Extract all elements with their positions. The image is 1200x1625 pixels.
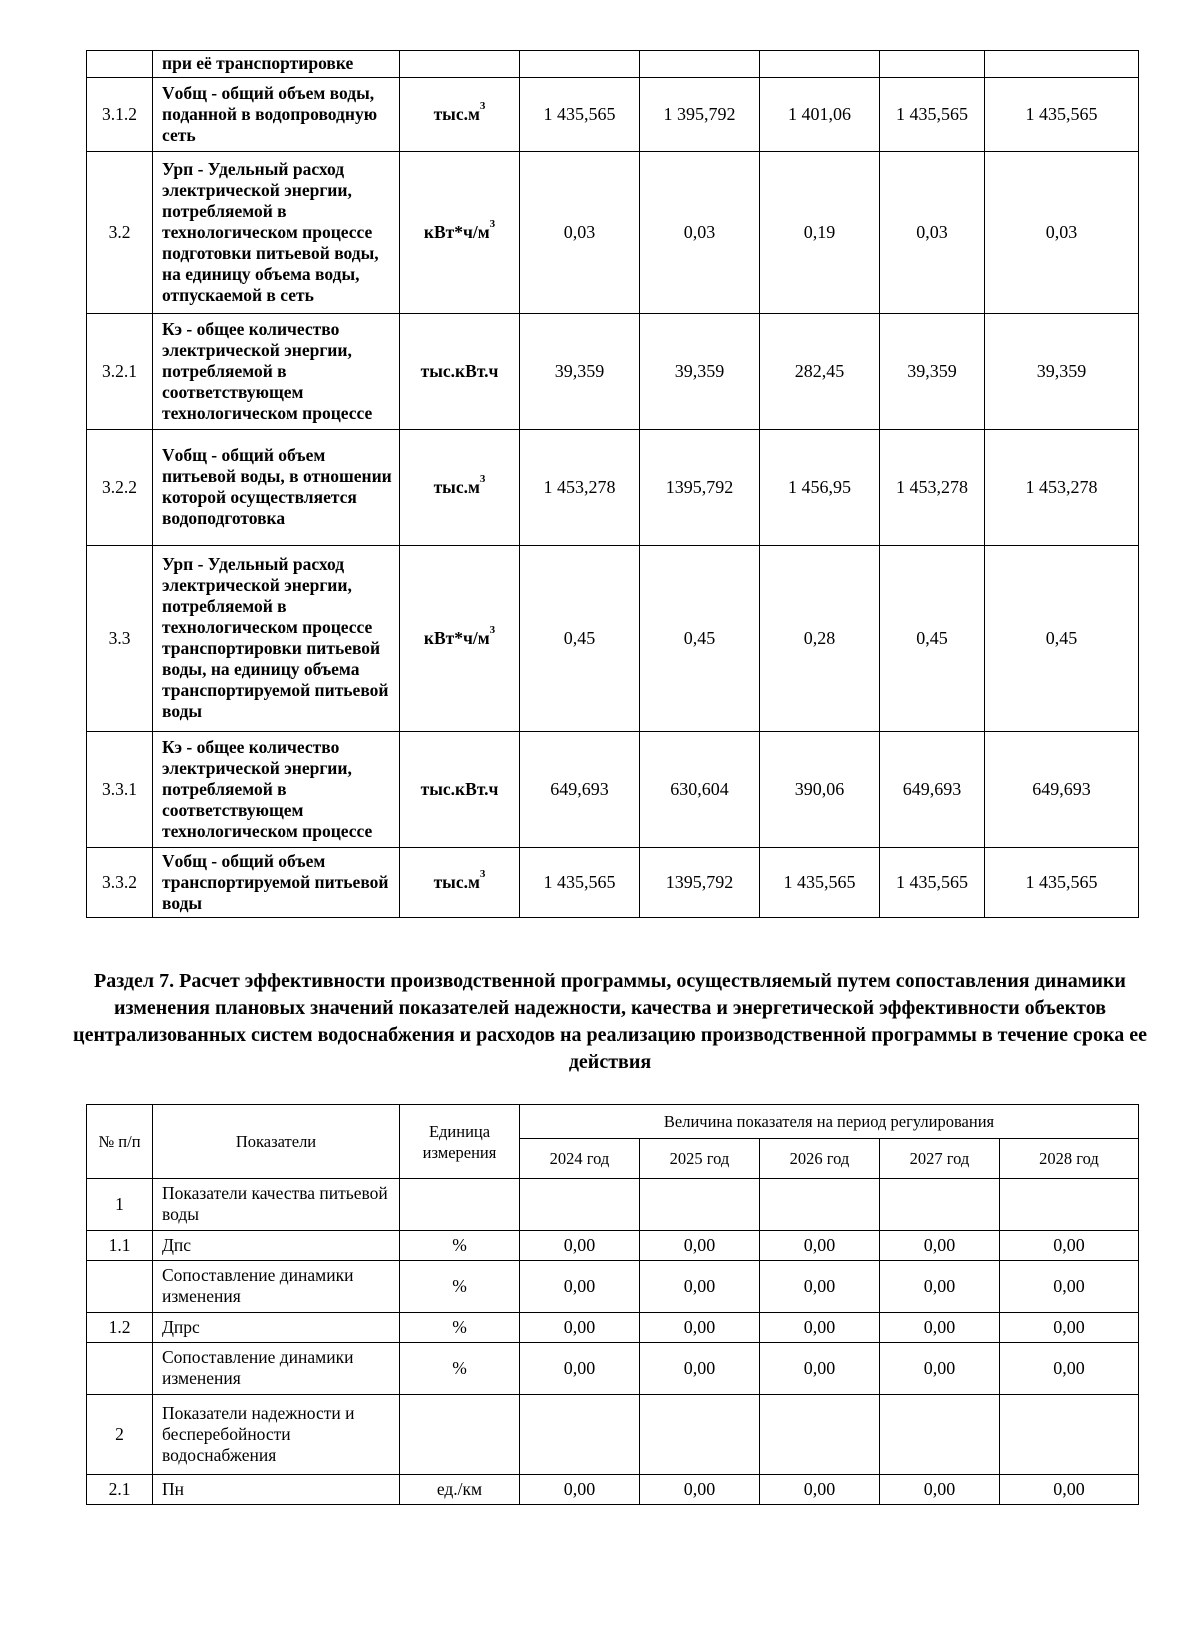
value-cell: 649,693 xyxy=(985,732,1139,848)
indicator-name: Урп - Удельный расход электрической энергии, потребляемой в технологическом процессе транспортировки питьевой воды, на единицу объема транспортируемой питьевой воды xyxy=(153,546,400,732)
table-row xyxy=(87,1179,1139,1231)
value-cell: 1 453,278 xyxy=(520,430,640,546)
value-cell: 0,00 xyxy=(640,1343,760,1395)
indicator-name: Кэ - общее количество электрической энергии, потребляемой в соответствующем технологическом процессе xyxy=(153,732,400,848)
value-cell: 1 435,565 xyxy=(985,848,1139,918)
table-row xyxy=(87,546,1139,732)
unit-text: кВт*ч/м xyxy=(423,628,490,648)
table-row xyxy=(87,1475,1139,1505)
unit-cell xyxy=(400,51,520,78)
table-row xyxy=(87,51,1139,78)
value-cell: 1 435,565 xyxy=(760,848,880,918)
value-cell xyxy=(880,1179,1000,1231)
row-number: 3.2.2 xyxy=(87,430,153,546)
row-number: 1.2 xyxy=(87,1313,153,1343)
value-cell xyxy=(520,51,640,78)
value-cell: 39,359 xyxy=(520,314,640,430)
row-number: 2.1 xyxy=(87,1475,153,1505)
value-cell: 0,00 xyxy=(880,1475,1000,1505)
table-row xyxy=(87,732,1139,848)
unit-cell: ед./км xyxy=(400,1475,520,1505)
value-cell: 39,359 xyxy=(640,314,760,430)
value-cell xyxy=(520,1395,640,1475)
unit-text: тыс.м xyxy=(433,872,480,892)
header-year: 2027 год xyxy=(880,1139,1000,1179)
indicator-name: Vобщ - общий объем транспортируемой питьевой воды xyxy=(153,848,400,918)
value-cell: 1 435,565 xyxy=(880,848,985,918)
value-cell: 0,03 xyxy=(985,152,1139,314)
value-cell: 1 435,565 xyxy=(880,78,985,152)
value-cell: 0,45 xyxy=(640,546,760,732)
unit-superscript: 3 xyxy=(479,473,486,485)
value-cell: 0,19 xyxy=(760,152,880,314)
value-cell: 0,00 xyxy=(640,1231,760,1261)
value-cell: 1 395,792 xyxy=(640,78,760,152)
value-cell: 0,45 xyxy=(520,546,640,732)
value-cell: 0,00 xyxy=(640,1261,760,1313)
table-row xyxy=(87,78,1139,152)
value-cell: 1 435,565 xyxy=(985,78,1139,152)
value-cell: 0,00 xyxy=(880,1261,1000,1313)
table-row xyxy=(87,1261,1139,1313)
energy-efficiency-table xyxy=(86,50,1139,918)
value-cell xyxy=(880,1395,1000,1475)
unit-text: тыс.м xyxy=(433,104,480,124)
value-cell: 282,45 xyxy=(760,314,880,430)
row-number: 3.3.1 xyxy=(87,732,153,848)
header-year: 2028 год xyxy=(1000,1139,1139,1179)
value-cell: 1 401,06 xyxy=(760,78,880,152)
table-row xyxy=(87,1343,1139,1395)
value-cell: 0,00 xyxy=(880,1231,1000,1261)
value-cell xyxy=(640,1179,760,1231)
indicator-name: Дпрс xyxy=(153,1313,400,1343)
table-row xyxy=(87,152,1139,314)
value-cell xyxy=(880,51,985,78)
unit-cell xyxy=(400,78,520,152)
value-cell: 0,00 xyxy=(1000,1261,1139,1313)
row-number: 3.3 xyxy=(87,546,153,732)
value-cell: 0,00 xyxy=(1000,1231,1139,1261)
value-cell: 390,06 xyxy=(760,732,880,848)
indicator-name: Сопоставление динамики изменения xyxy=(153,1261,400,1313)
unit-cell: % xyxy=(400,1231,520,1261)
value-cell xyxy=(760,1395,880,1475)
table-row xyxy=(87,314,1139,430)
indicator-name: Кэ - общее количество электрической энергии, потребляемой в соответствующем технологическом процессе xyxy=(153,314,400,430)
value-cell: 0,00 xyxy=(520,1231,640,1261)
header-period: Величина показателя на период регулирования xyxy=(520,1105,1139,1139)
value-cell: 0,00 xyxy=(520,1261,640,1313)
value-cell: 630,604 xyxy=(640,732,760,848)
row-number: 1 xyxy=(87,1179,153,1231)
row-number: 2 xyxy=(87,1395,153,1475)
indicator-name: Показатели надежности и бесперебойности водоснабжения xyxy=(153,1395,400,1475)
row-number xyxy=(87,1261,153,1313)
value-cell: 1 456,95 xyxy=(760,430,880,546)
indicator-name: Сопоставление динамики изменения xyxy=(153,1343,400,1395)
value-cell: 0,00 xyxy=(520,1313,640,1343)
unit-cell xyxy=(400,848,520,918)
unit-cell xyxy=(400,1179,520,1231)
indicator-name: Дпс xyxy=(153,1231,400,1261)
value-cell: 0,00 xyxy=(640,1475,760,1505)
header-year: 2026 год xyxy=(760,1139,880,1179)
value-cell: 1 435,565 xyxy=(520,848,640,918)
unit-text: тыс.кВт.ч xyxy=(420,361,499,381)
header-indicator: Показатели xyxy=(153,1105,400,1179)
unit-cell xyxy=(400,152,520,314)
section-7-title: Раздел 7. Расчет эффективности производственной программы, осуществляемый путем сопоставления динамики изменения плановых значений показателей надежности, качества и энергетической эффективности объектов централизованных систем водоснабжения и расходов на реализацию производственной программы в течение срока ее действия xyxy=(73,970,1147,1073)
table-row xyxy=(87,1313,1139,1343)
value-cell: 1395,792 xyxy=(640,848,760,918)
unit-superscript: 3 xyxy=(489,218,496,230)
row-number: 3.2 xyxy=(87,152,153,314)
value-cell: 39,359 xyxy=(985,314,1139,430)
indicator-name: Vобщ - общий объем воды, поданной в водопроводную сеть xyxy=(153,78,400,152)
value-cell: 0,03 xyxy=(520,152,640,314)
value-cell: 0,03 xyxy=(880,152,985,314)
value-cell: 0,00 xyxy=(880,1343,1000,1395)
table-row xyxy=(87,1395,1139,1475)
value-cell: 39,359 xyxy=(880,314,985,430)
row-number xyxy=(87,51,153,78)
value-cell xyxy=(640,1395,760,1475)
value-cell: 1395,792 xyxy=(640,430,760,546)
unit-cell xyxy=(400,732,520,848)
value-cell: 0,00 xyxy=(520,1343,640,1395)
indicator-name: Vобщ - общий объем питьевой воды, в отношении которой осуществляется водоподготовка xyxy=(153,430,400,546)
table-row xyxy=(87,848,1139,918)
unit-text: тыс.кВт.ч xyxy=(420,779,499,799)
indicator-name: Показатели качества питьевой воды xyxy=(153,1179,400,1231)
table-row xyxy=(87,1231,1139,1261)
unit-cell xyxy=(400,314,520,430)
unit-superscript: 3 xyxy=(479,100,486,112)
value-cell xyxy=(985,51,1139,78)
row-number xyxy=(87,1343,153,1395)
unit-cell: % xyxy=(400,1343,520,1395)
unit-cell xyxy=(400,430,520,546)
unit-cell: % xyxy=(400,1261,520,1313)
unit-cell xyxy=(400,1395,520,1475)
value-cell: 1 453,278 xyxy=(985,430,1139,546)
table-row xyxy=(87,430,1139,546)
value-cell: 649,693 xyxy=(520,732,640,848)
value-cell: 0,00 xyxy=(880,1313,1000,1343)
unit-text: тыс.м xyxy=(433,477,480,497)
row-number: 3.2.1 xyxy=(87,314,153,430)
value-cell: 0,00 xyxy=(640,1313,760,1343)
unit-cell: % xyxy=(400,1313,520,1343)
unit-superscript: 3 xyxy=(489,624,496,636)
value-cell: 0,00 xyxy=(520,1475,640,1505)
indicator-name: Пн xyxy=(153,1475,400,1505)
row-number: 3.1.2 xyxy=(87,78,153,152)
header-unit: Единица измерения xyxy=(400,1105,520,1179)
value-cell xyxy=(1000,1179,1139,1231)
indicator-name: при её транспортировке xyxy=(153,51,400,78)
value-cell: 0,00 xyxy=(1000,1343,1139,1395)
value-cell: 0,00 xyxy=(760,1313,880,1343)
value-cell: 0,00 xyxy=(760,1475,880,1505)
value-cell: 1 435,565 xyxy=(520,78,640,152)
value-cell: 0,00 xyxy=(760,1261,880,1313)
value-cell: 0,45 xyxy=(880,546,985,732)
unit-cell xyxy=(400,546,520,732)
value-cell: 0,00 xyxy=(760,1343,880,1395)
row-number: 3.3.2 xyxy=(87,848,153,918)
header-num: № п/п xyxy=(87,1105,153,1179)
header-row xyxy=(87,1105,1139,1139)
value-cell xyxy=(760,1179,880,1231)
program-efficiency-table xyxy=(86,1104,1139,1505)
header-year: 2024 год xyxy=(520,1139,640,1179)
indicator-name: Урп - Удельный расход электрической энергии, потребляемой в технологическом процессе подготовки питьевой воды, на единицу объема воды, отпускаемой в сеть xyxy=(153,152,400,314)
value-cell: 1 453,278 xyxy=(880,430,985,546)
value-cell: 0,00 xyxy=(1000,1475,1139,1505)
unit-text: кВт*ч/м xyxy=(423,222,490,242)
value-cell: 0,00 xyxy=(760,1231,880,1261)
header-year: 2025 год xyxy=(640,1139,760,1179)
value-cell xyxy=(520,1179,640,1231)
value-cell xyxy=(640,51,760,78)
value-cell: 0,28 xyxy=(760,546,880,732)
value-cell xyxy=(1000,1395,1139,1475)
value-cell: 0,03 xyxy=(640,152,760,314)
value-cell xyxy=(760,51,880,78)
unit-superscript: 3 xyxy=(479,868,486,880)
value-cell: 0,00 xyxy=(1000,1313,1139,1343)
value-cell: 0,45 xyxy=(985,546,1139,732)
row-number: 1.1 xyxy=(87,1231,153,1261)
value-cell: 649,693 xyxy=(880,732,985,848)
